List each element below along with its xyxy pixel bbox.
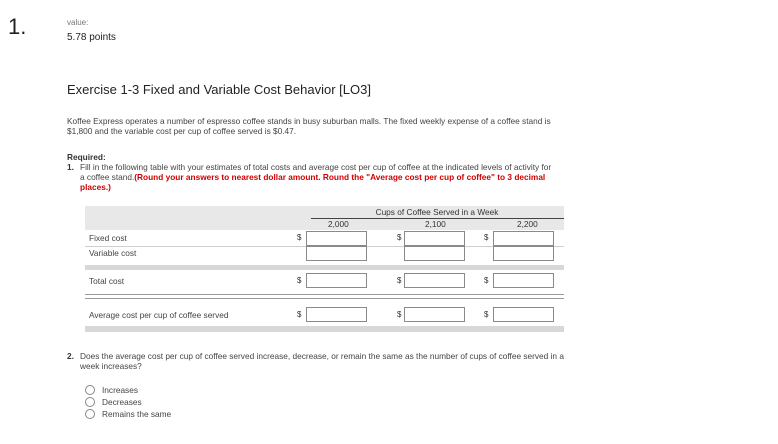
radio-button[interactable] xyxy=(85,385,95,395)
option-label: Remains the same xyxy=(102,409,172,419)
average-cost-2200-input[interactable] xyxy=(493,307,554,322)
radio-button[interactable] xyxy=(85,397,95,407)
option-remains-same[interactable] xyxy=(85,408,171,420)
required-label: Required: xyxy=(67,152,106,162)
variable-cost-2100-input[interactable] xyxy=(404,246,465,261)
row-label-fixed-cost: Fixed cost xyxy=(89,233,127,243)
total-cost-2100-input[interactable] xyxy=(404,273,465,288)
currency-symbol: $ xyxy=(484,233,489,242)
currency-symbol: $ xyxy=(297,233,302,242)
currency-symbol: $ xyxy=(397,276,402,285)
instruction-text: Fill in the following table with your estimates of total costs and average cost per cup of coffee at the indicated levels of activity for a coffee stand. xyxy=(80,162,552,182)
value-label: value: xyxy=(67,18,89,27)
table-footer-bar xyxy=(85,326,564,332)
column-header-2100: 2,100 xyxy=(425,219,446,229)
exercise-title: Exercise 1-3 Fixed and Variable Cost Behavior [LO3] xyxy=(67,82,371,97)
variable-cost-2000-input[interactable] xyxy=(306,246,367,261)
currency-symbol: $ xyxy=(397,233,402,242)
question-2-number: 2. xyxy=(67,351,74,361)
option-label: Increases xyxy=(102,385,138,395)
currency-symbol: $ xyxy=(297,310,302,319)
instruction-rounding-note: (Round your answers to nearest dollar amount. Round the "Average cost per cup of coffee" to 3 decimal places.) xyxy=(80,172,546,192)
row-label-average-cost: Average cost per cup of coffee served xyxy=(89,310,229,320)
option-increases[interactable] xyxy=(85,384,138,396)
row-separator-bar xyxy=(85,265,564,270)
instruction-number: 1. xyxy=(67,162,74,172)
column-rule-2000 xyxy=(311,218,394,219)
fixed-cost-2200-input[interactable] xyxy=(493,231,554,246)
column-header-2000: 2,000 xyxy=(328,219,349,229)
option-label: Decreases xyxy=(102,397,142,407)
question-number: 1. xyxy=(8,14,27,39)
option-decreases[interactable] xyxy=(85,396,142,408)
fixed-cost-2000-input[interactable] xyxy=(306,231,367,246)
instruction-1 xyxy=(67,162,557,192)
table-header-title: Cups of Coffee Served in a Week xyxy=(375,207,499,217)
variable-cost-2200-input[interactable] xyxy=(493,246,554,261)
currency-symbol: $ xyxy=(484,310,489,319)
column-header-2200: 2,200 xyxy=(517,219,538,229)
total-cost-2000-input[interactable] xyxy=(306,273,367,288)
total-cost-2200-input[interactable] xyxy=(493,273,554,288)
row-label-total-cost: Total cost xyxy=(89,276,125,286)
fixed-cost-2100-input[interactable] xyxy=(404,231,465,246)
question-2 xyxy=(67,351,567,371)
currency-symbol: $ xyxy=(397,310,402,319)
radio-button[interactable] xyxy=(85,409,95,419)
question-2-text: Does the average cost per cup of coffee served increase, decrease, or remain the same as the number of cups of coffee served in a week increases? xyxy=(80,351,564,371)
average-cost-2100-input[interactable] xyxy=(404,307,465,322)
row-label-variable-cost: Variable cost xyxy=(89,248,137,258)
intro-text: Koffee Express operates a number of espresso coffee stands in busy suburban malls. The fixed weekly expense of a coffee stand is $1,800 and the variable cost per cup of coffee served is $0.47. xyxy=(67,116,551,136)
points-value: 5.78 points xyxy=(67,32,116,43)
currency-symbol: $ xyxy=(484,276,489,285)
double-rule xyxy=(85,294,564,295)
currency-symbol: $ xyxy=(297,276,302,285)
average-cost-2000-input[interactable] xyxy=(306,307,367,322)
double-rule xyxy=(85,298,564,299)
